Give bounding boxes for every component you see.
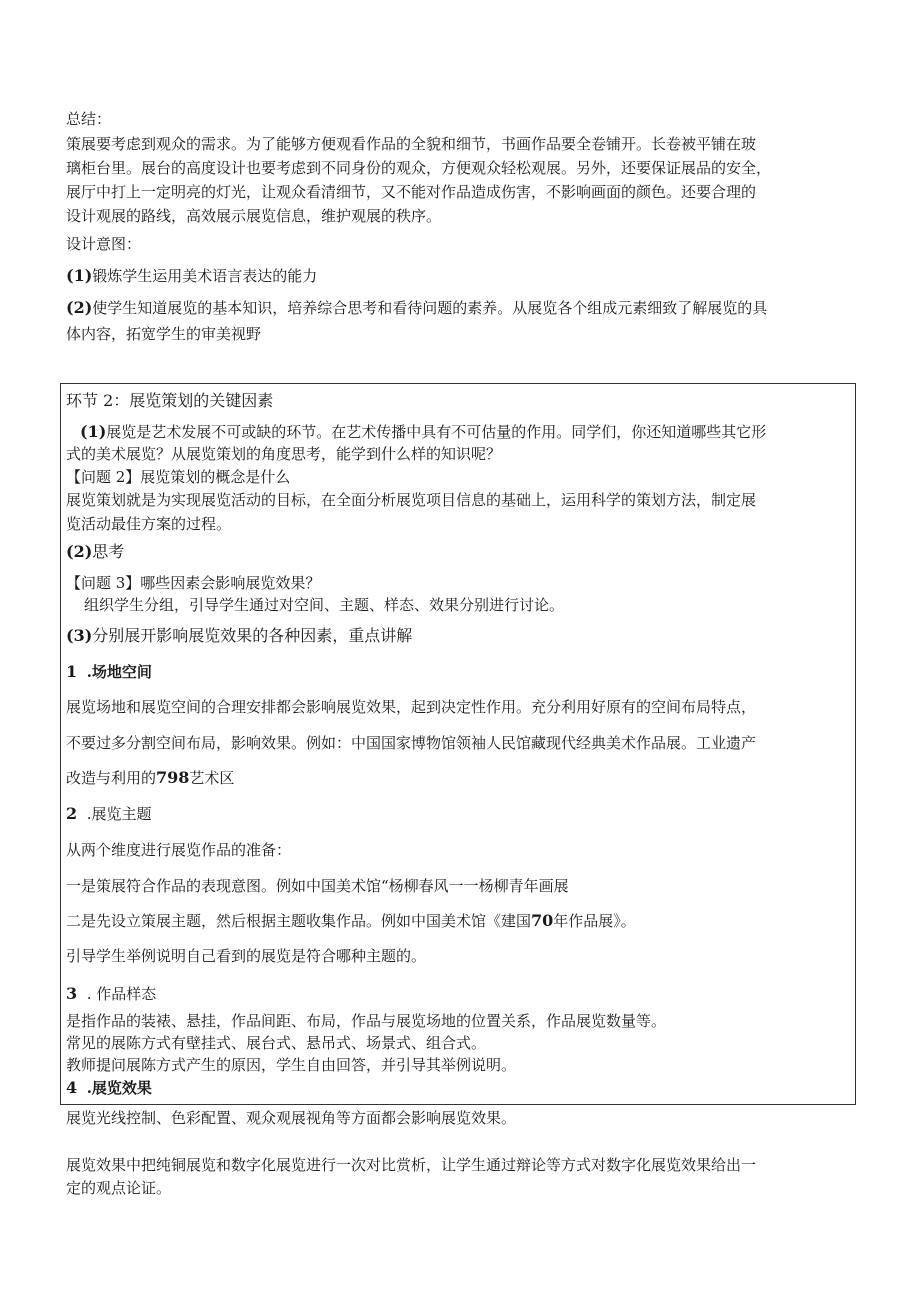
factor-title: . 作品样态 — [86, 985, 157, 1003]
question-2: 【问题 2】展览策划的概念是什么 — [66, 468, 291, 486]
paragraph-text: 展览是艺术发展不可或缺的环节。在艺术传播中具有不可估量的作用。同学们，你还知道哪些其它形 — [106, 423, 767, 441]
text-part: 年作品展》。 — [553, 912, 636, 930]
after-text: 展览效果中把纯铜展览和数字化展览进行一次对比赏析，让学生通过辩论等方式对数字化展览效果给出一 — [66, 1156, 757, 1174]
design-intent-item-2 — [66, 298, 767, 318]
factor-number: 3 — [66, 984, 78, 1003]
item-number: (1) — [80, 422, 107, 441]
factor-1-text: 展览场地和展览空间的合理安排都会影响展览效果，起到决定性作用。充分利用好原有的空间布局特点， — [66, 698, 757, 716]
item-number: (2) — [66, 542, 93, 561]
item-number: (1) — [66, 266, 93, 285]
factor-number: 4 — [66, 1078, 78, 1097]
factor-2-intro: 从两个维度进行展览作品的准备： — [66, 841, 292, 859]
factor-2-text — [66, 911, 636, 931]
design-intent-item-1 — [66, 266, 317, 286]
paragraph-1 — [80, 422, 766, 442]
factor-title: .展览主题 — [86, 805, 152, 823]
definition-line: 览活动最佳方案的过程。 — [66, 515, 232, 533]
item-number: (3) — [66, 626, 93, 645]
factor-4-heading — [66, 1078, 152, 1098]
factor-2-heading — [66, 804, 151, 824]
factor-number: 2 — [66, 804, 78, 823]
design-intent-item-2-cont: 体内容，拓宽学生的审美视野 — [66, 325, 262, 343]
text-number: 798 — [156, 768, 190, 787]
summary-line: 璃柜台里。展台的高度设计也要考虑到不同身份的观众，方便观众轻松观展。另外，还要保证展品的安全， — [66, 159, 772, 177]
paragraph-1-cont: 式的美术展览？从展览策划的角度思考，能学到什么样的知识呢？ — [66, 445, 502, 463]
text-part: 改造与利用的 — [66, 769, 157, 787]
paragraph-3 — [66, 626, 412, 646]
factor-3-text: 是指作品的装裱、悬挂，作品间距、布局，作品与展览场地的位置关系，作品展览数量等。 — [66, 1012, 667, 1030]
paragraph-text: 思考 — [92, 542, 125, 561]
item-number: (2) — [66, 298, 93, 317]
factor-2-text: 一是策展符合作品的表现意图。例如中国美术馆“杨柳春风一一杨柳青年画展 — [66, 877, 569, 895]
after-text: 定的观点论证。 — [66, 1179, 172, 1197]
factor-title: .场地空间 — [86, 663, 152, 681]
factor-1-heading — [66, 662, 152, 682]
paragraph-text: 分别展开影响展览效果的各种因素，重点讲解 — [92, 626, 413, 645]
text-part: 二是先设立策展主题，然后根据主题收集作品。例如中国美术馆《建国 — [66, 912, 532, 930]
text-part: 艺术区 — [189, 769, 235, 787]
text-number: 70 — [531, 911, 554, 930]
factor-2-guide: 引导学生举例说明自己看到的展览是符合哪种主题的。 — [66, 947, 427, 965]
after-text: 展览光线控制、色彩配置、观众观展视角等方面都会影响展览效果。 — [66, 1109, 517, 1127]
item-text: 锻炼学生运用美术语言表达的能力 — [92, 267, 318, 285]
design-intent-heading: 设计意图： — [66, 235, 142, 253]
summary-line: 展厅中打上一定明亮的灯光，让观众看清细节，又不能对作品造成伤害，不影响画面的颜色。还要合理的 — [66, 183, 757, 201]
factor-number: 1 — [66, 662, 78, 681]
question-3: 【问题 3】哪些因素会影响展览效果？ — [66, 574, 321, 592]
item-text: 使学生知道展览的基本知识，培养综合思考和看待问题的素养。从展览各个组成元素细致了解展览的具 — [92, 299, 768, 317]
group-instruction: 组织学生分组，引导学生通过对空间、主题、样态、效果分别进行讨论。 — [84, 596, 565, 614]
factor-3-heading — [66, 984, 156, 1004]
factor-3-text: 教师提问展陈方式产生的原因，学生自由回答，并引导其举例说明。 — [66, 1056, 517, 1074]
section-2-title: 环节 2：展览策划的关键因素 — [66, 391, 274, 410]
factor-1-text — [66, 768, 234, 788]
factor-3-text: 常见的展陈方式有壁挂式、展台式、悬吊式、场景式、组合式。 — [66, 1034, 487, 1052]
definition-line: 展览策划就是为实现展览活动的目标，在全面分析展览项目信息的基础上，运用科学的策划方法，制定展 — [66, 491, 757, 509]
paragraph-2 — [66, 542, 124, 562]
summary-heading: 总结： — [66, 110, 112, 128]
factor-1-text: 不要过多分割空间布局，影响效果。例如：中国国家博物馆领袖人民馆藏现代经典美术作品展。工业遗产 — [66, 734, 757, 752]
factor-title: .展览效果 — [86, 1079, 152, 1097]
summary-line: 设计观展的路线，高效展示展览信息，维护观展的秩序。 — [66, 207, 442, 225]
summary-line: 策展要考虑到观众的需求。为了能够方便观看作品的全貌和细节，书画作品要全卷铺开。长卷被平铺在玻 — [66, 135, 757, 153]
